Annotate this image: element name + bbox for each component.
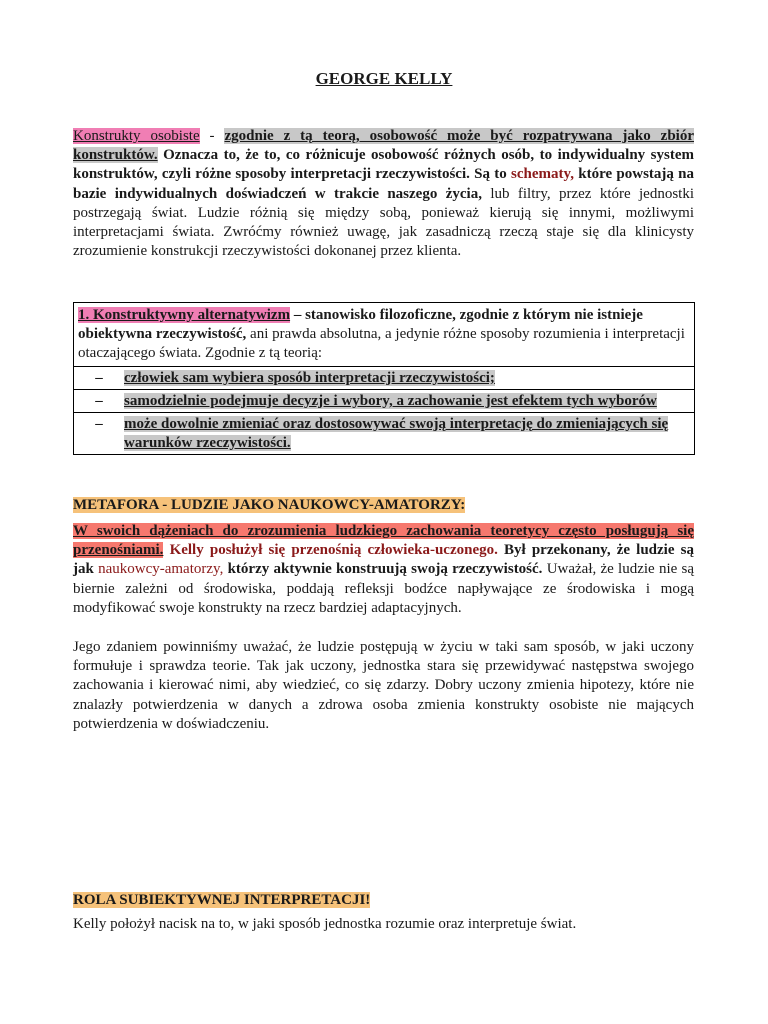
term-konstrukty: Konstrukty osobiste <box>73 128 200 144</box>
box-bold: – stanowisko filozoficzne, zgodnie z którym nie istnieje obiektywna rzeczywistość, <box>78 307 643 342</box>
metafora-bold-1: Był przekonany, że ludzie są jak <box>73 542 694 578</box>
box-item-text: człowiek sam wybiera sposób interpretacji rzeczywistości; <box>124 370 495 386</box>
rola-text: Kelly położył nacisk na to, w jaki sposób jednostka rozumie oraz interpretuje świat. <box>73 916 577 932</box>
box-list-item <box>74 367 694 390</box>
box-rest: ani prawda absolutna, a jedynie różne sposoby rozumienia i interpretacji otaczającego świata. Zgodnie z tą teorią: <box>78 326 685 361</box>
intro-dash: - <box>209 128 215 144</box>
dash-bullet: – <box>95 393 103 409</box>
intro-definition: zgodnie z tą teorą, osobowość może być rozpatrywana jako zbiór <box>224 128 694 144</box>
metafora-heading: METAFORA - LUDZIE JAKO NAUKOWCY-AMATORZY: <box>73 497 466 513</box>
intro-definition-end: konstruktów. <box>73 147 158 164</box>
box-list-item <box>74 413 694 454</box>
metafora-paragraph <box>73 522 694 618</box>
dash-bullet: – <box>95 370 103 386</box>
intro-bold-sentence-2: które powstają na bazie indywidualnych doświadczeń w trakcie naszego życia, <box>73 166 695 202</box>
metafora-bold-2: którzy aktywnie konstruują swoją rzeczywistość. <box>227 561 543 578</box>
page-title: GEORGE KELLY <box>315 69 453 88</box>
metafora-highlight: W swoich dążeniach do zrozumienia ludzkiego zachowania teoretycy często posługują się <box>73 523 694 539</box>
metafora-red-2: naukowcy-amatorzy, <box>98 561 224 578</box>
metafora-paragraph-2: Jego zdaniem powinniśmy uważać, że ludzie postępują w życiu w taki sam sposób, w jaki uczony formułuje i sprawdza teorie. Tak jak uczony, jednostka stara się przewidywać następstwa swojego zachowania i kierować nimi, aby wiedzieć, co się zdarzy. Dobry uczony zmienia hipotezy, które nie znalazły potwierdzenia w danych a zdrowa osoba zmienia konstrukty osobiste nie mających potwierdzenia w doświadczeniu. <box>73 639 694 732</box>
rola-heading-wrap <box>73 892 370 909</box>
box-term: 1. Konstruktywny alternatywizm <box>78 307 291 323</box>
dash-bullet: – <box>95 416 103 432</box>
box-list-item <box>74 390 694 413</box>
intro-schematy: schematy, <box>511 166 574 183</box>
metafora-rest: Uważał, że ludzie nie są biernie zależni od środowiska, poddają refleksji bodźce napływające ze środowiska i mogą modyfikować swoje konstrukty na rzecz bardziej adaptacyjnych. <box>73 561 695 616</box>
metafora-red-1: Kelly posłużył się przenośnią człowieka-uczonego. <box>169 542 498 559</box>
metafora-highlight-end: przenośniami. <box>73 542 164 559</box>
intro-bold-sentence: Oznacza to, że to, co różnicuje osobowość różnych osób, to indywidualny system konstruktów, czyli różne sposoby interpretacji rzeczywistości. Są to <box>73 147 694 183</box>
box-header <box>74 303 694 367</box>
box-item-text: samodzielnie podejmuje decyzje i wybory, a zachowanie jest efektem tych wyborów <box>124 393 657 409</box>
intro-paragraph <box>73 127 694 261</box>
intro-rest: lub filtry, przez które jednostki postrzegają świat. Ludzie różnią się między sobą, ponieważ kierują się innymi, możliwymi interpretacjami świata. Zwróćmy również uwagę, jak zasadniczą rzeczą staje się dla klinicysty zrozumienie konstrukcji rzeczywistości dokonanej przez klienta. <box>73 185 695 260</box>
rola-heading: ROLA SUBIEKTYWNEJ INTERPRETACJI! <box>73 892 371 908</box>
metafora-heading-wrap <box>73 497 465 514</box>
box-item-text: może dowolnie zmieniać oraz dostosowywać swoją interpretację do zmieniających się warunków rzeczywistości. <box>124 416 669 451</box>
definition-box <box>73 302 695 455</box>
